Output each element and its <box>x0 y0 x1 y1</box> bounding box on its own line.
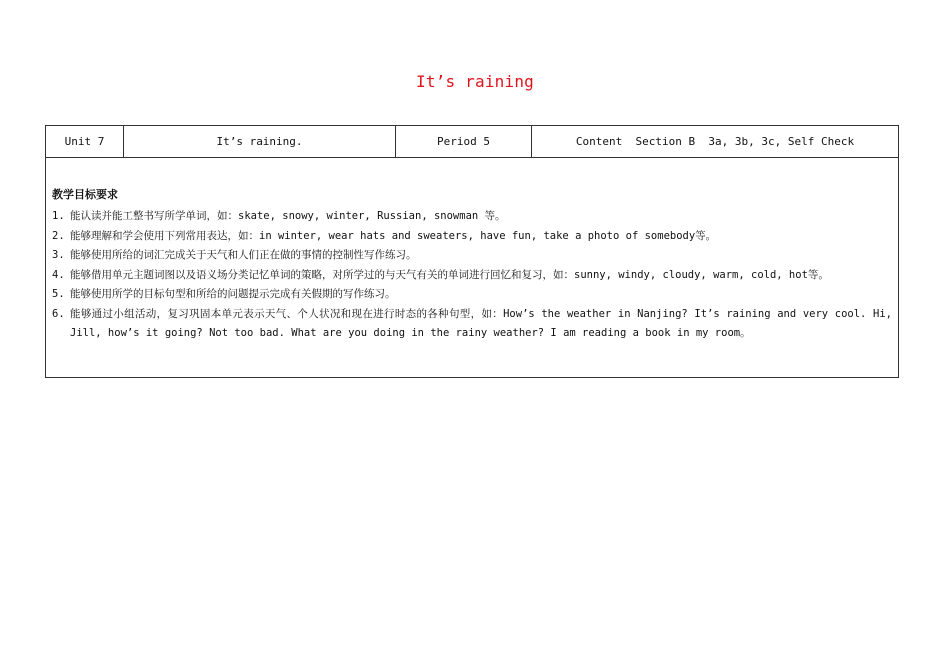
item-number: 1. <box>52 210 65 222</box>
item-text: 能够使用所学的目标句型和所给的问题提示完成有关假期的写作练习。 <box>70 288 396 300</box>
lesson-table <box>45 125 899 378</box>
period-cell: Period 5 <box>396 126 532 158</box>
list-item <box>52 266 892 286</box>
item-text: 能够使用所给的词汇完成关于天气和人们正在做的事情的控制性写作练习。 <box>70 249 417 261</box>
document-title: It’s raining <box>416 72 534 91</box>
item-number: 2. <box>52 229 65 242</box>
unit-cell: Unit 7 <box>46 126 124 158</box>
objectives-heading: 教学目标要求 <box>52 188 118 201</box>
header-row <box>46 126 899 158</box>
lesson-title-cell: It’s raining. <box>124 126 396 158</box>
objectives-cell <box>46 158 899 378</box>
list-item <box>52 227 892 247</box>
list-item <box>52 207 892 227</box>
item-number: 5. <box>52 288 65 300</box>
objectives-list <box>52 207 892 344</box>
list-item <box>52 305 892 344</box>
item-number: 3. <box>52 249 65 261</box>
item-text: 能认读并能工整书写所学单词，如：skate, snowy, winter, Russian, snowman 等。 <box>70 210 506 222</box>
item-text: 能够通过小组活动，复习巩固本单元表示天气、个人状况和现在进行时态的各种句型，如：How’s the weather in Nanjing? It’s raining and very cool. Hi, Jill, how’s it going? Not too bad. What are you doing in the rainy weather? I am reading a book in my room。 <box>70 307 892 339</box>
item-text: 能够理解和学会使用下列常用表达，如：in winter, wear hats and sweaters, have fun, take a photo of somebody等。 <box>70 229 717 242</box>
item-text: 能够借用单元主题词图以及语义场分类记忆单词的策略，对所学过的与天气有关的单词进行回忆和复习，如：sunny, windy, cloudy, warm, cold, hot等。 <box>70 268 829 281</box>
content-cell: Content Section B 3a, 3b, 3c, Self Check <box>532 126 899 158</box>
list-item <box>52 246 892 266</box>
list-item <box>52 285 892 305</box>
item-number: 4. <box>52 268 65 281</box>
item-number: 6. <box>52 307 65 320</box>
